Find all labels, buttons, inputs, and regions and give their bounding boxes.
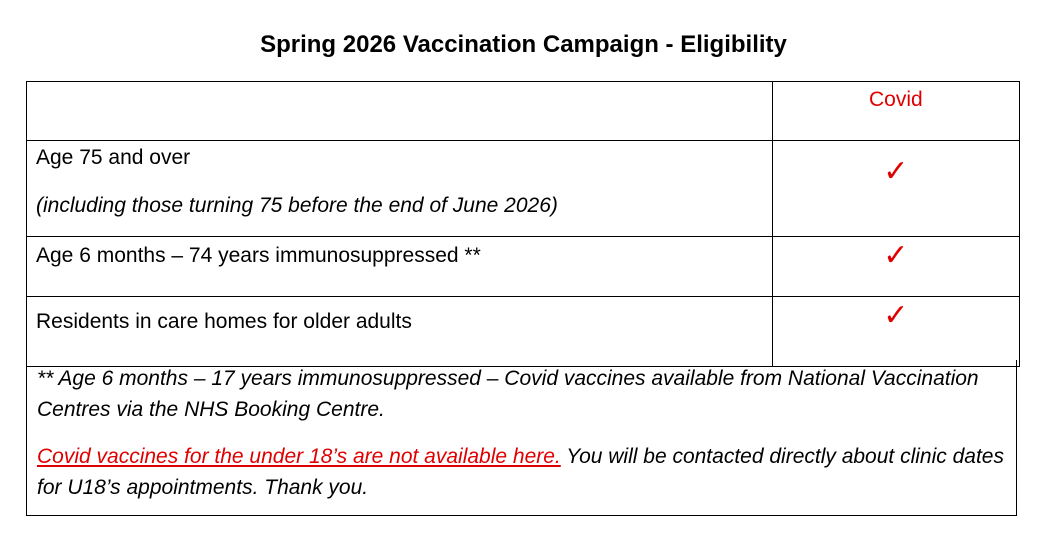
covid-cell — [772, 141, 1019, 237]
eligibility-table — [26, 81, 1020, 367]
under-18-warning: Covid vaccines for the under 18’s are not available here. — [37, 445, 561, 468]
criteria-label: Age 6 months – 74 years immunosuppressed ** — [36, 244, 481, 267]
page-title: Spring 2026 Vaccination Campaign - Eligibility — [260, 31, 787, 58]
criteria-cell — [27, 237, 773, 297]
table-row — [27, 141, 1020, 237]
followup-text: You will be contacted directly about clinic dates for U18’s appointments. Thank you. — [37, 445, 1004, 499]
covid-cell — [772, 237, 1019, 297]
checkmark-icon: ✓ — [883, 239, 909, 272]
header-cell-criteria — [27, 82, 773, 141]
criteria-cell — [27, 141, 773, 237]
checkmark-icon: ✓ — [883, 155, 909, 188]
covid-cell — [772, 297, 1019, 367]
table-header-row — [27, 82, 1020, 141]
notes-box — [26, 360, 1017, 516]
table-row — [27, 297, 1020, 367]
checkmark-icon: ✓ — [883, 299, 909, 332]
criteria-cell — [27, 297, 773, 367]
table-row — [27, 237, 1020, 297]
footnote-text: ** Age 6 months – 17 years immunosuppressed – Covid vaccines available from National Vaccination Centres via the NHS Booking Centre. — [37, 367, 979, 421]
notice-paragraph — [37, 441, 1006, 503]
criteria-label: Residents in care homes for older adults — [36, 310, 412, 333]
header-cell-covid: Covid — [772, 82, 1019, 141]
criteria-label: Age 75 and over — [36, 146, 191, 169]
criteria-sublabel: (including those turning 75 before the end of June 2026) — [36, 194, 558, 217]
